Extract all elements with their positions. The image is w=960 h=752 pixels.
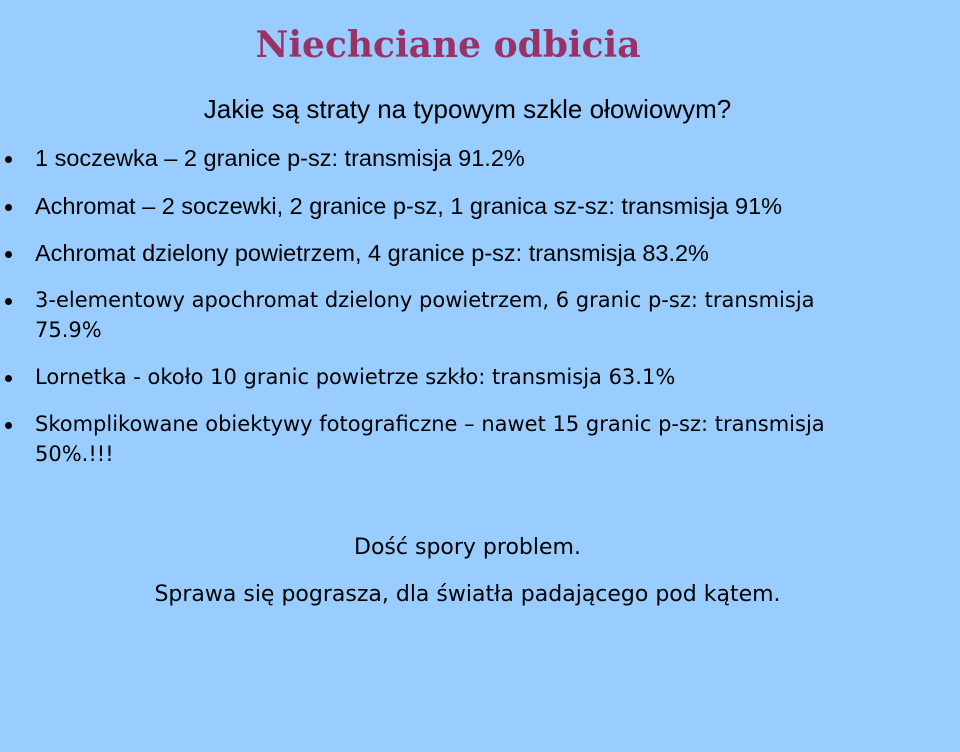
bullet-icon xyxy=(5,375,12,382)
list-item-text: 1 soczewka – 2 granice p-sz: transmisja 91.2% xyxy=(35,145,525,171)
bullet-icon xyxy=(5,251,12,258)
slide-title: Niechciane odbicia xyxy=(255,24,641,66)
conclusion-line-2: Sprawa się pograsza, dla światła padającego pod kątem. xyxy=(154,582,781,607)
list-item-text: Skomplikowane obiektywy fotograficzne – nawet 15 granic p-sz: transmisja 50%.!!! xyxy=(35,412,825,466)
conclusion-line-1: Dość spory problem. xyxy=(354,535,581,560)
list-item xyxy=(0,362,930,392)
bullet-icon xyxy=(5,156,12,163)
list-item-text: Achromat – 2 soczewki, 2 granice p-sz, 1 granica sz-sz: transmisja 91% xyxy=(35,193,783,219)
list-item-text: 3-elementowy apochromat dzielony powietrzem, 6 granic p-sz: transmisja 75.9% xyxy=(35,288,815,342)
list-item xyxy=(0,409,930,469)
list-item-text: Lornetka - około 10 granic powietrze szkło: transmisja 63.1% xyxy=(35,365,676,389)
slide-subtitle: Jakie są straty na typowym szkle ołowiowym? xyxy=(203,94,732,124)
bullet-icon xyxy=(5,298,12,305)
list-item xyxy=(0,143,930,173)
bullet-icon xyxy=(5,422,12,429)
list-item xyxy=(0,285,930,345)
list-item xyxy=(0,238,930,268)
list-item xyxy=(0,191,930,221)
bullet-icon xyxy=(5,204,12,211)
list-item-text: Achromat dzielony powietrzem, 4 granice p-sz: transmisja 83.2% xyxy=(35,240,709,266)
